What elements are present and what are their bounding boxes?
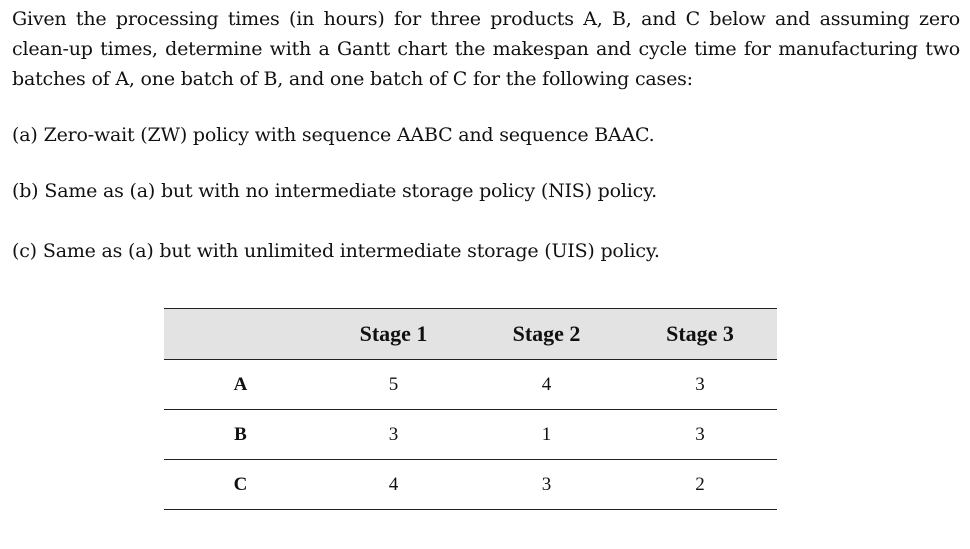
cell-a-stage-3: 3 [623,360,777,410]
row-label-c: C [164,460,317,510]
cell-c-stage-1: 4 [317,460,470,510]
cell-b-stage-1: 3 [317,410,470,460]
row-label-a: A [164,360,317,410]
cell-c-stage-3: 2 [623,460,777,510]
table-row [164,360,777,410]
table-row [164,410,777,460]
header-product [164,309,317,360]
case-a-tag: (a) [12,124,38,146]
header-stage-2: Stage 2 [470,309,623,360]
cell-c-stage-2: 3 [470,460,623,510]
cell-a-stage-2: 4 [470,360,623,410]
case-c-text: Same as (a) but with unlimited intermediate storage (UIS) policy. [42,240,660,262]
case-a [12,120,655,150]
cell-b-stage-2: 1 [470,410,623,460]
problem-intro: Given the processing times (in hours) for three products A, B, and C below and assuming zero clean-up times, determine with a Gantt chart the makespan and cycle time for manufacturing two batches of A, one batch of B, and one batch of C for the following cases: [12,8,960,90]
row-label-b: B [164,410,317,460]
table-header-row [164,309,777,360]
processing-times-table [164,308,777,510]
header-stage-3: Stage 3 [623,309,777,360]
case-b-tag: (b) [12,180,39,202]
cell-a-stage-1: 5 [317,360,470,410]
cell-b-stage-3: 3 [623,410,777,460]
header-stage-1: Stage 1 [317,309,470,360]
case-c-tag: (c) [12,240,37,262]
case-b-text: Same as (a) but with no intermediate storage policy (NIS) policy. [44,180,657,202]
case-c [12,236,660,266]
case-a-text: Zero-wait (ZW) policy with sequence AABC and sequence BAAC. [43,124,655,146]
case-b [12,176,657,206]
table-row [164,460,777,510]
